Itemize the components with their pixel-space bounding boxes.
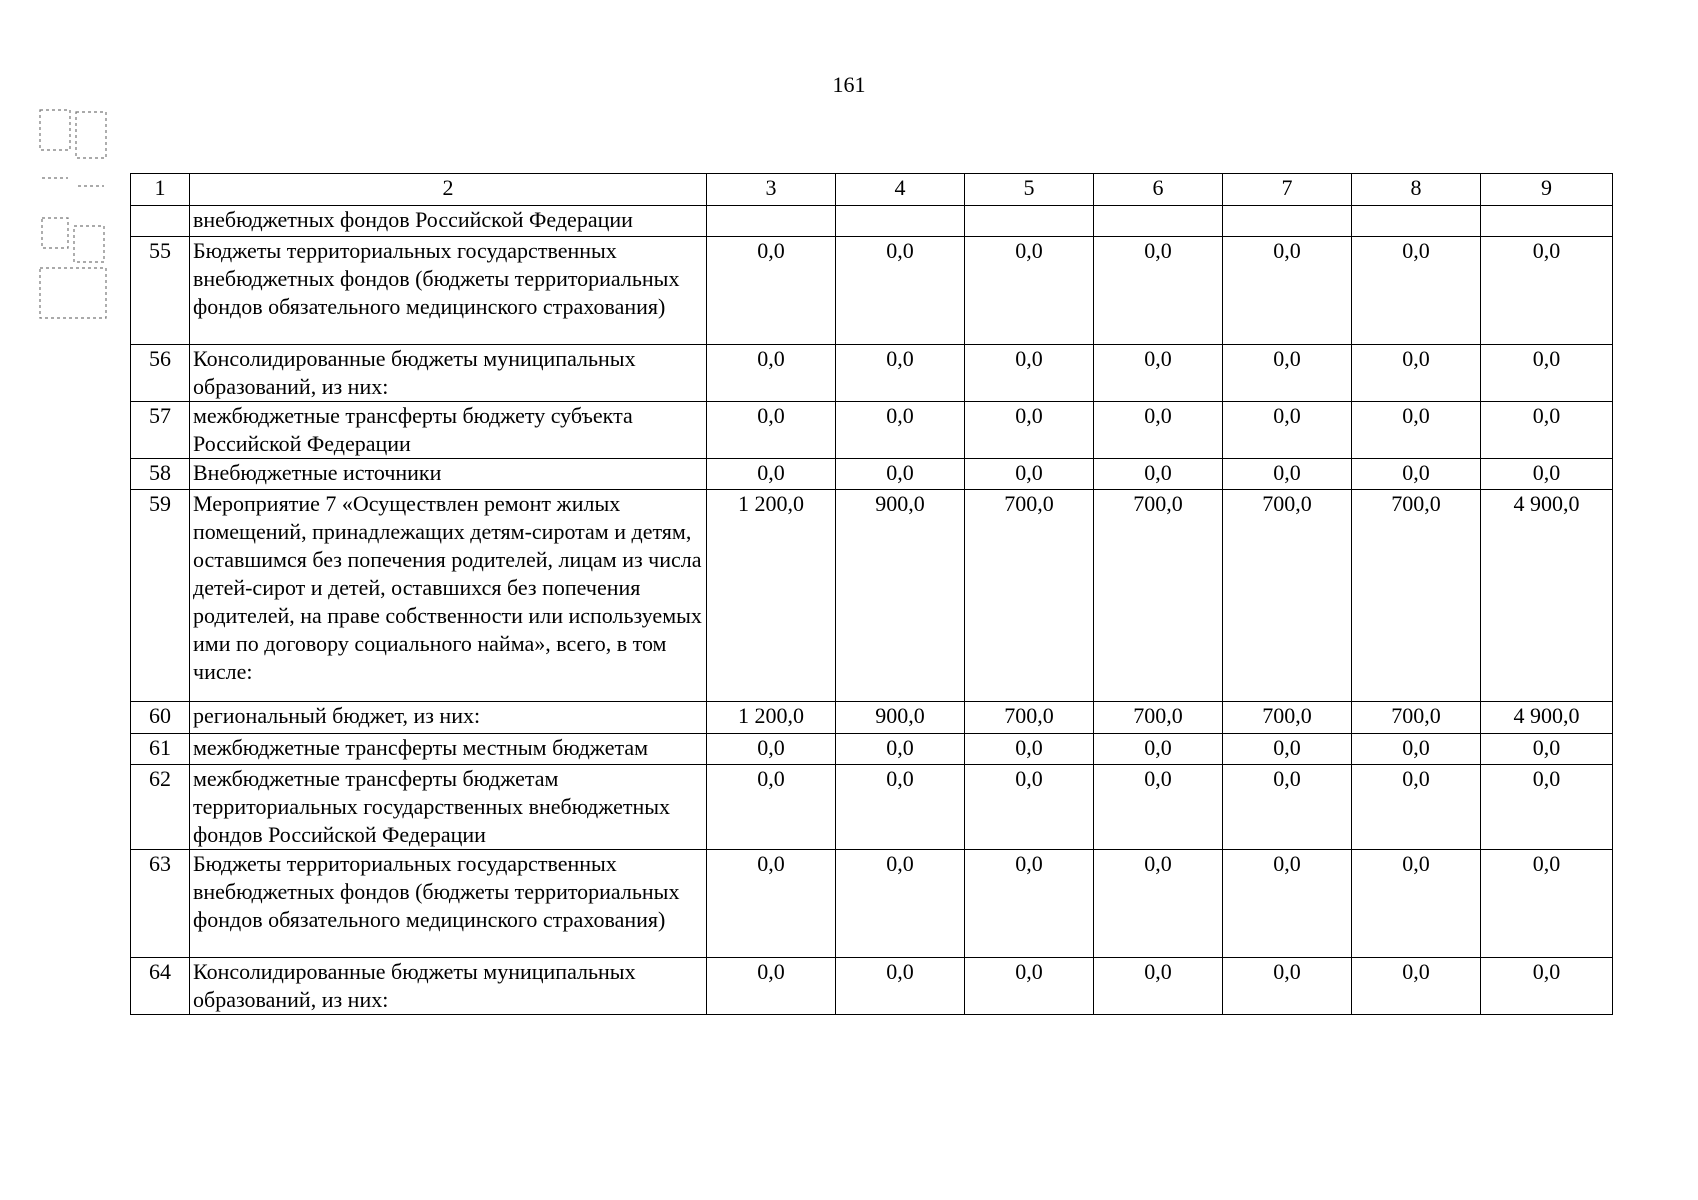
row-value-cell-col8: 0,0 [1352, 850, 1481, 958]
row-number-cell: 64 [131, 958, 190, 1015]
row-value-cell-col6: 0,0 [1094, 850, 1223, 958]
row-value-cell-col9: 0,0 [1481, 958, 1613, 1015]
row-value-cell-col9: 0,0 [1481, 765, 1613, 850]
row-value-cell-col5: 0,0 [965, 958, 1094, 1015]
row-value-cell-col5 [965, 206, 1094, 237]
row-value-cell-col8: 0,0 [1352, 734, 1481, 765]
row-value-cell-col8 [1352, 206, 1481, 237]
row-value-cell-col9: 0,0 [1481, 237, 1613, 345]
row-value-cell-col6: 0,0 [1094, 459, 1223, 490]
row-value-cell-col8: 0,0 [1352, 237, 1481, 345]
header-cell-4: 4 [836, 174, 965, 206]
row-value-cell-col5: 0,0 [965, 459, 1094, 490]
row-value-cell-col8: 0,0 [1352, 765, 1481, 850]
row-value-cell-col6: 700,0 [1094, 702, 1223, 734]
table-header-row [131, 174, 1613, 206]
row-description-cell: межбюджетные трансферты местным бюджетам [190, 734, 707, 765]
row-description-cell: региональный бюджет, из них: [190, 702, 707, 734]
row-value-cell-col4: 0,0 [836, 345, 965, 402]
row-value-cell-col5: 700,0 [965, 490, 1094, 702]
row-value-cell-col5: 0,0 [965, 237, 1094, 345]
row-value-cell-col3: 0,0 [707, 402, 836, 459]
row-value-cell-col8: 700,0 [1352, 702, 1481, 734]
row-value-cell-col7: 0,0 [1223, 237, 1352, 345]
row-description-cell: внебюджетных фондов Российской Федерации [190, 206, 707, 237]
row-value-cell-col7: 0,0 [1223, 402, 1352, 459]
row-number-cell: 57 [131, 402, 190, 459]
row-value-cell-col4: 0,0 [836, 402, 965, 459]
row-value-cell-col3: 0,0 [707, 958, 836, 1015]
table-row [131, 237, 1613, 345]
row-value-cell-col3 [707, 206, 836, 237]
row-value-cell-col9: 0,0 [1481, 850, 1613, 958]
row-number-cell: 58 [131, 459, 190, 490]
row-value-cell-col6 [1094, 206, 1223, 237]
row-value-cell-col3: 0,0 [707, 345, 836, 402]
header-cell-7: 7 [1223, 174, 1352, 206]
margin-stamp-mark [38, 108, 110, 323]
header-cell-1: 1 [131, 174, 190, 206]
row-value-cell-col4: 0,0 [836, 237, 965, 345]
row-value-cell-col7: 0,0 [1223, 958, 1352, 1015]
row-value-cell-col4: 0,0 [836, 734, 965, 765]
header-cell-2: 2 [190, 174, 707, 206]
table-row [131, 702, 1613, 734]
row-value-cell-col3: 0,0 [707, 734, 836, 765]
page-number: 161 [832, 72, 866, 97]
row-number-cell: 62 [131, 765, 190, 850]
row-value-cell-col8: 0,0 [1352, 345, 1481, 402]
row-value-cell-col8: 0,0 [1352, 459, 1481, 490]
header-cell-5: 5 [965, 174, 1094, 206]
row-number-cell: 55 [131, 237, 190, 345]
row-value-cell-col3: 0,0 [707, 850, 836, 958]
row-value-cell-col8: 0,0 [1352, 402, 1481, 459]
row-value-cell-col6: 0,0 [1094, 734, 1223, 765]
row-value-cell-col5: 0,0 [965, 734, 1094, 765]
row-value-cell-col7: 0,0 [1223, 850, 1352, 958]
row-value-cell-col9: 0,0 [1481, 345, 1613, 402]
row-value-cell-col3: 0,0 [707, 459, 836, 490]
row-value-cell-col3: 0,0 [707, 237, 836, 345]
row-value-cell-col4: 0,0 [836, 958, 965, 1015]
row-value-cell-col4: 0,0 [836, 765, 965, 850]
row-value-cell-col7: 0,0 [1223, 765, 1352, 850]
row-value-cell-col4 [836, 206, 965, 237]
row-value-cell-col7: 700,0 [1223, 490, 1352, 702]
row-description-cell: межбюджетные трансферты бюджетам территориальных государственных внебюджетных фондов Российской Федерации [190, 765, 707, 850]
row-value-cell-col5: 0,0 [965, 765, 1094, 850]
row-value-cell-col7: 0,0 [1223, 459, 1352, 490]
budget-table [130, 173, 1613, 1015]
row-value-cell-col8: 700,0 [1352, 490, 1481, 702]
table-row [131, 402, 1613, 459]
table-row [131, 850, 1613, 958]
row-value-cell-col7: 0,0 [1223, 734, 1352, 765]
header-cell-9: 9 [1481, 174, 1613, 206]
row-value-cell-col4: 900,0 [836, 490, 965, 702]
row-description-cell: Внебюджетные источники [190, 459, 707, 490]
row-value-cell-col9: 0,0 [1481, 734, 1613, 765]
row-number-cell [131, 206, 190, 237]
row-value-cell-col3: 1 200,0 [707, 702, 836, 734]
table-row [131, 345, 1613, 402]
row-value-cell-col9: 4 900,0 [1481, 490, 1613, 702]
row-description-cell: Мероприятие 7 «Осуществлен ремонт жилых помещений, принадлежащих детям-сиротам и детям, оставшимся без попечения родителей, лицам из числа детей-сирот и детей, оставшихся без попечения родителей, на праве собственности или используемых ими по договору социального найма», всего, в том числе: [190, 490, 707, 702]
row-value-cell-col9 [1481, 206, 1613, 237]
row-value-cell-col7 [1223, 206, 1352, 237]
row-value-cell-col5: 0,0 [965, 402, 1094, 459]
row-number-cell: 63 [131, 850, 190, 958]
row-value-cell-col8: 0,0 [1352, 958, 1481, 1015]
header-cell-8: 8 [1352, 174, 1481, 206]
row-value-cell-col9: 0,0 [1481, 402, 1613, 459]
row-value-cell-col7: 0,0 [1223, 345, 1352, 402]
row-description-cell: межбюджетные трансферты бюджету субъекта Российской Федерации [190, 402, 707, 459]
row-description-cell: Консолидированные бюджеты муниципальных образований, из них: [190, 345, 707, 402]
row-description-cell: Бюджеты территориальных государственных внебюджетных фондов (бюджеты территориальных фондов обязательного медицинского страхования) [190, 850, 707, 958]
row-value-cell-col4: 0,0 [836, 850, 965, 958]
table-row [131, 958, 1613, 1015]
row-description-cell: Консолидированные бюджеты муниципальных образований, из них: [190, 958, 707, 1015]
table-row [131, 765, 1613, 850]
row-value-cell-col6: 0,0 [1094, 237, 1223, 345]
row-number-cell: 56 [131, 345, 190, 402]
table-row [131, 734, 1613, 765]
header-cell-3: 3 [707, 174, 836, 206]
table-row [131, 206, 1613, 237]
row-value-cell-col5: 0,0 [965, 850, 1094, 958]
row-value-cell-col6: 0,0 [1094, 345, 1223, 402]
table-row [131, 459, 1613, 490]
row-value-cell-col5: 700,0 [965, 702, 1094, 734]
row-value-cell-col3: 0,0 [707, 765, 836, 850]
row-value-cell-col4: 900,0 [836, 702, 965, 734]
row-description-cell: Бюджеты территориальных государственных внебюджетных фондов (бюджеты территориальных фондов обязательного медицинского страхования) [190, 237, 707, 345]
row-value-cell-col4: 0,0 [836, 459, 965, 490]
row-value-cell-col9: 4 900,0 [1481, 702, 1613, 734]
row-value-cell-col6: 0,0 [1094, 958, 1223, 1015]
row-number-cell: 61 [131, 734, 190, 765]
row-value-cell-col3: 1 200,0 [707, 490, 836, 702]
row-value-cell-col6: 0,0 [1094, 402, 1223, 459]
row-number-cell: 60 [131, 702, 190, 734]
row-number-cell: 59 [131, 490, 190, 702]
table-row [131, 490, 1613, 702]
row-value-cell-col6: 700,0 [1094, 490, 1223, 702]
row-value-cell-col5: 0,0 [965, 345, 1094, 402]
header-cell-6: 6 [1094, 174, 1223, 206]
row-value-cell-col6: 0,0 [1094, 765, 1223, 850]
row-value-cell-col9: 0,0 [1481, 459, 1613, 490]
row-value-cell-col7: 700,0 [1223, 702, 1352, 734]
